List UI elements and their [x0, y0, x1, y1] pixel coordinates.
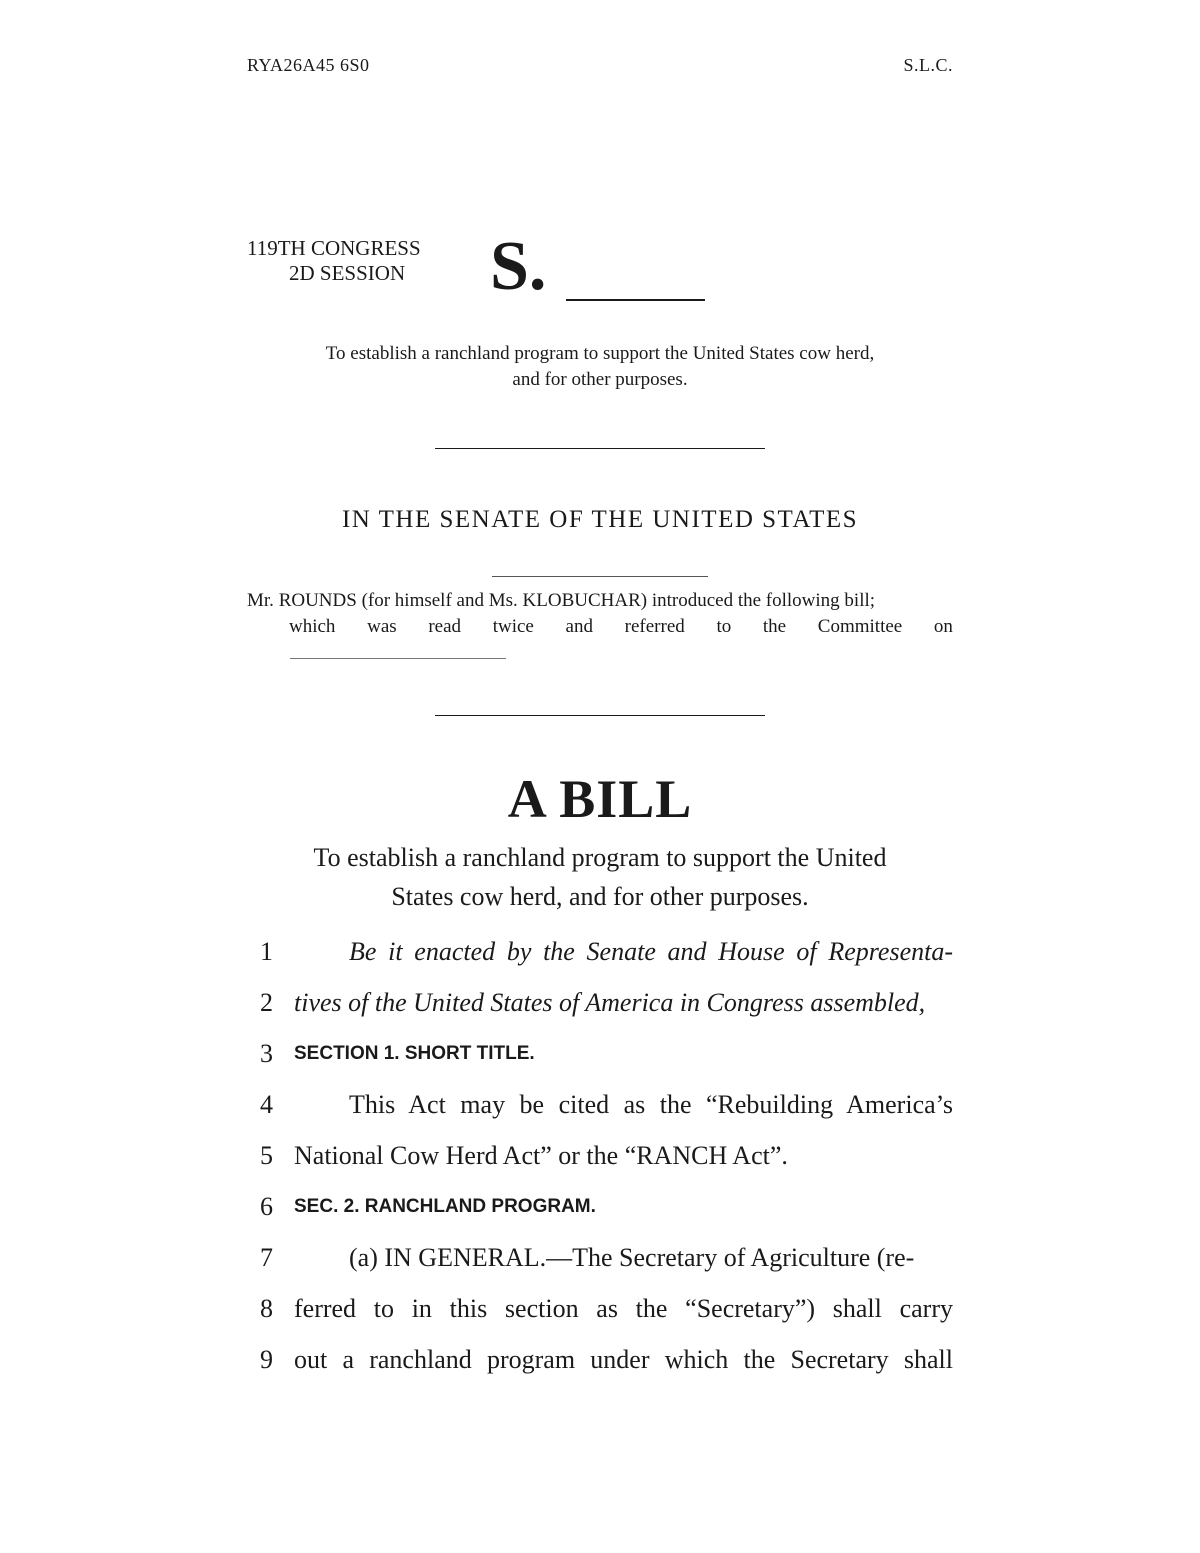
line-number: 6 [260, 1192, 273, 1221]
sponsor-name: ROUNDS [278, 590, 357, 611]
bill-line [247, 932, 953, 972]
intro-word: which [289, 616, 336, 637]
long-title-line-1: To establish a ranchland program to support the United [313, 843, 887, 872]
introduction-block [247, 588, 953, 640]
bill-number: S. [490, 228, 547, 305]
intro-word: on [933, 616, 953, 637]
chamber-heading: IN THE SENATE OF THE UNITED STATES [341, 506, 859, 533]
bill-line [247, 1136, 953, 1176]
line-number: 4 [260, 1090, 273, 1119]
line-number: 1 [260, 937, 273, 966]
congress-line: 119TH CONGRESS [247, 236, 421, 260]
intro-word: and [565, 616, 593, 637]
bill-heading: A BILL [507, 769, 693, 829]
body-text: This Act may be cited as the “Rebuilding America’s [349, 1090, 953, 1119]
bill-line [247, 1340, 953, 1380]
line-number: 8 [260, 1294, 273, 1323]
bill-line [247, 1187, 953, 1227]
subsection-heading: IN GENERAL [384, 1243, 540, 1272]
intro-word: the [762, 616, 787, 637]
congress-session-block [247, 236, 421, 286]
slc-label: S.L.C. [903, 55, 953, 75]
line-number: 3 [260, 1039, 273, 1068]
intro-word: Committee [817, 616, 903, 637]
introduction-line-1 [247, 588, 953, 614]
bill-line [247, 1085, 953, 1125]
intro-word: twice [492, 616, 534, 637]
bill-line [247, 983, 953, 1023]
intro-word: read [428, 616, 462, 637]
introduction-line-2 [247, 614, 953, 640]
subsection-text [294, 1238, 953, 1278]
enacting-clause: Be it enacted by the Senate and House of Representa- [349, 937, 953, 966]
subsection-label: (a) [349, 1243, 378, 1272]
cosponsor-name: KLOBUCHAR [522, 590, 641, 611]
line-number: 9 [260, 1345, 273, 1374]
bill-line [247, 1238, 953, 1278]
committee-blank-rule [290, 658, 506, 659]
line-number: 5 [260, 1141, 273, 1170]
intro-word: was [367, 616, 397, 637]
body-text: ferred to in this section as the “Secretary”) shall carry [294, 1294, 953, 1323]
intro-mid: (for himself and Ms. [361, 590, 518, 611]
intro-word: to [716, 616, 732, 637]
bill-line [247, 1289, 953, 1329]
divider-rule [435, 715, 765, 716]
enacting-clause: tives of the United States of America in Congress assembled, [294, 988, 926, 1017]
body-text: National Cow Herd Act” or the “RANCH Act”. [294, 1141, 788, 1170]
short-title-line-2: and for other purposes. [512, 369, 688, 390]
line-number: 7 [260, 1243, 273, 1272]
intro-word: referred [624, 616, 685, 637]
intro-suffix: ) introduced the following bill; [640, 590, 876, 611]
intro-prefix: Mr. [247, 590, 274, 611]
divider-rule [435, 448, 765, 449]
date-rule [492, 576, 708, 577]
subsection-body: .—The Secretary of Agriculture (re- [539, 1243, 915, 1272]
line-number: 2 [260, 988, 273, 1017]
short-title [240, 341, 960, 393]
body-text: out a ranchland program under which the Secretary shall [294, 1345, 953, 1374]
bill-number-blank [566, 299, 705, 301]
section-heading: SEC. 2. RANCHLAND PROGRAM. [294, 1196, 596, 1217]
session-line: 2D SESSION [289, 261, 406, 285]
bill-line [247, 1034, 953, 1074]
short-title-line-1: To establish a ranchland program to support the United States cow herd, [325, 343, 875, 364]
section-heading: SECTION 1. SHORT TITLE. [294, 1043, 535, 1064]
long-title-line-2: States cow herd, and for other purposes. [391, 882, 809, 911]
long-title [260, 838, 940, 916]
document-code: RYA26A45 6S0 [247, 55, 370, 75]
